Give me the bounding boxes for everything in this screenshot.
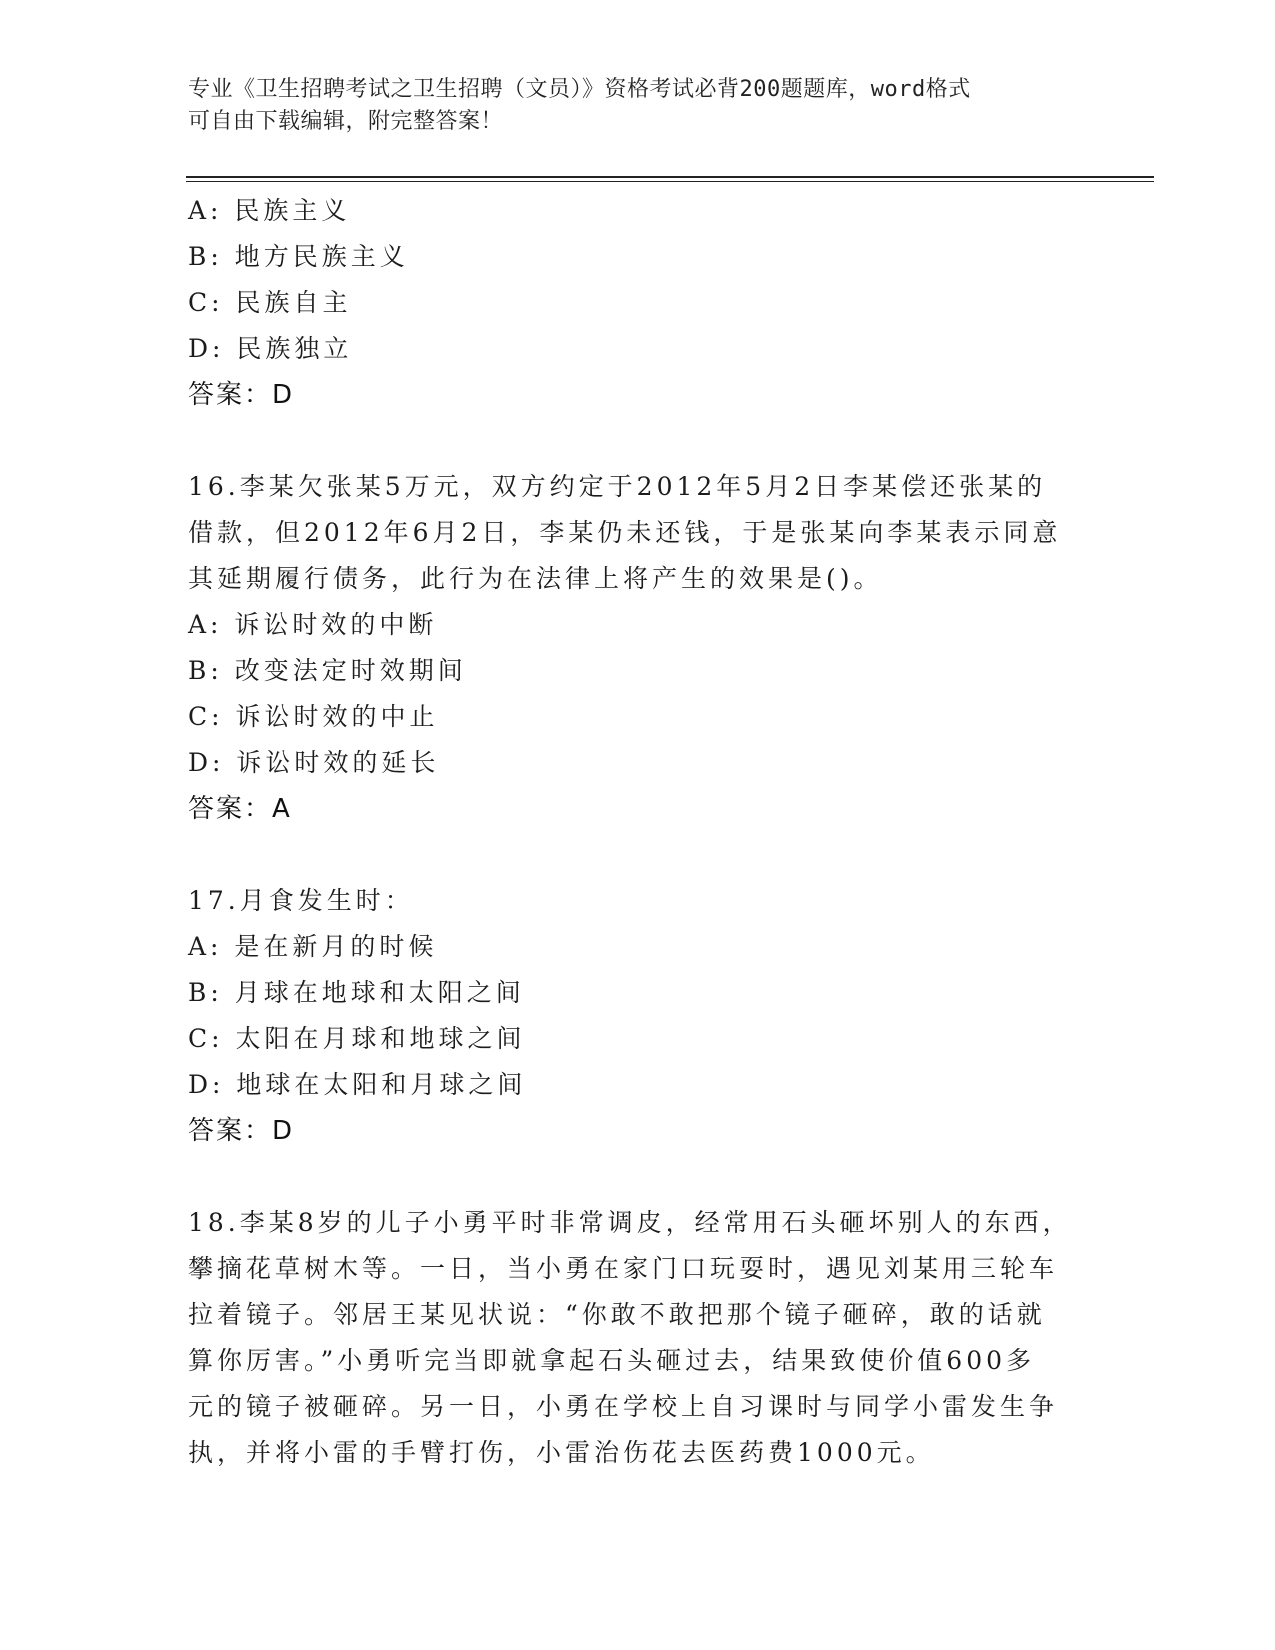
option-c: C: 太阳在月球和地球之间	[188, 1024, 526, 1053]
question-16	[188, 464, 1088, 832]
header-line-1: 专业《卫生招聘考试之卫生招聘（文员）》资格考试必背200题题库，word格式	[188, 77, 971, 102]
question-stem-line: 元的镜子被砸碎。另一日，小勇在学校上自习课时与同学小雷发生争	[188, 1392, 1059, 1421]
header-divider-thick	[186, 176, 1154, 178]
option-d: D: 民族独立	[188, 334, 353, 363]
question-stem-line: 拉着镜子。邻居王某见状说：“你敢不敢把那个镜子砸碎，敢的话就	[188, 1300, 1046, 1329]
option-b: B: 月球在地球和太阳之间	[188, 978, 525, 1007]
question-stem-line: 18.李某8岁的儿子小勇平时非常调皮，经常用石头砸坏别人的东西，	[188, 1208, 1072, 1237]
option-c: C: 民族自主	[188, 288, 352, 317]
question-stem-line: 17.月食发生时：	[188, 886, 414, 915]
question-15	[188, 188, 1088, 418]
option-b: B: 地方民族主义	[188, 242, 409, 271]
option-c: C: 诉讼时效的中止	[188, 702, 439, 731]
spacer	[188, 418, 1088, 464]
spacer	[188, 832, 1088, 878]
header-line-2: 可自由下载编辑，附完整答案！	[188, 109, 504, 134]
question-18	[188, 1200, 1088, 1476]
document-header	[188, 74, 1088, 138]
question-stem-line: 借款，但2012年6月2日，李某仍未还钱，于是张某向李某表示同意	[188, 518, 1062, 547]
answer-line: 答案：D	[188, 1116, 295, 1146]
question-stem-line: 算你厉害。”小勇听完当即就拿起石头砸过去，结果致使价值600多	[188, 1346, 1036, 1375]
question-stem-line: 攀摘花草树木等。一日，当小勇在家门口玩耍时，遇见刘某用三轮车	[188, 1254, 1059, 1283]
answer-line: 答案：D	[188, 380, 295, 410]
spacer	[188, 1154, 1088, 1200]
option-d: D: 诉讼时效的延长	[188, 748, 440, 777]
question-content	[188, 188, 1088, 1476]
header-divider-thin	[186, 181, 1154, 182]
option-b: B: 改变法定时效期间	[188, 656, 467, 685]
answer-line: 答案：A	[188, 794, 292, 824]
question-stem-line: 16.李某欠张某5万元，双方约定于2012年5月2日李某偿还张某的	[188, 472, 1047, 501]
option-a: A: 是在新月的时候	[188, 932, 438, 961]
option-a: A: 民族主义	[188, 196, 351, 225]
question-17	[188, 878, 1088, 1154]
question-stem-line: 执，并将小雷的手臂打伤，小雷治伤花去医药费1000元。	[188, 1438, 935, 1467]
question-stem-line: 其延期履行债务，此行为在法律上将产生的效果是()。	[188, 564, 883, 593]
option-d: D: 地球在太阳和月球之间	[188, 1070, 527, 1099]
option-a: A: 诉讼时效的中断	[188, 610, 438, 639]
